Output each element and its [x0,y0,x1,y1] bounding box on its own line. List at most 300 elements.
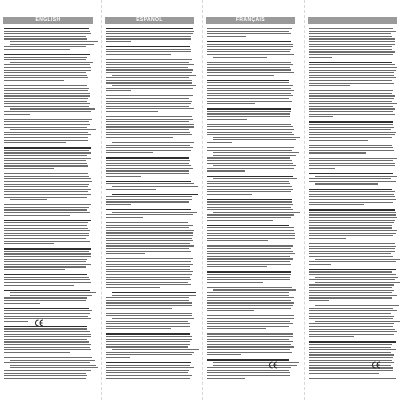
text-line [309,271,392,272]
text-line [10,365,96,366]
text-line [213,139,296,140]
text-line [106,302,192,303]
text-line [309,116,333,117]
text-line [207,372,290,373]
text-line [4,326,87,327]
text-line [106,287,160,288]
text-line [4,36,86,37]
text-line [207,129,294,130]
text-line [4,59,86,60]
text-line [207,54,294,55]
text-line [207,201,292,202]
text-line [207,279,290,280]
text-line [207,378,245,379]
text-line [309,173,393,174]
text-line [4,297,87,298]
text-line [4,256,91,257]
text-line [106,248,189,249]
text-line [10,292,96,293]
text-line [4,119,92,120]
text-line [106,284,191,285]
text-line [309,127,394,128]
text-line [315,183,378,184]
text-line [309,85,350,86]
text-line [4,259,87,260]
text-line [4,103,90,104]
text-line [4,189,91,190]
text-line [10,129,96,130]
text-line [106,297,189,298]
text-line [207,157,290,158]
text-line [4,207,89,208]
column-body [305,28,400,388]
text-line [207,245,293,246]
text-line [309,98,394,99]
text-line [106,170,189,171]
text-line [207,375,290,376]
text-line [4,197,87,198]
text-line [4,72,86,73]
text-line [4,147,91,148]
text-line [309,49,392,50]
text-line [106,181,191,182]
text-line [106,38,191,39]
text-line [112,212,197,213]
column-header: ENGLISH [3,17,93,24]
text-line [309,253,391,254]
text-line [106,160,190,161]
text-line [106,367,194,368]
text-line [10,199,47,200]
text-line [309,196,395,197]
text-line [106,344,190,345]
text-line [309,284,394,285]
text-line [4,155,87,156]
text-line [309,217,397,218]
text-line [309,235,393,236]
text-line [207,336,293,337]
text-line [309,212,396,213]
text-line [207,93,291,94]
text-line [4,352,70,353]
text-line [4,277,89,278]
text-line [4,357,92,358]
text-line [4,173,88,174]
text-line [207,101,292,102]
text-line [4,233,89,234]
text-line [106,106,189,107]
text-line [4,191,88,192]
text-line [4,85,87,86]
text-line [106,82,192,83]
text-line [309,347,391,348]
text-line [4,184,89,185]
text-line [309,44,395,45]
text-line [10,62,93,63]
text-line [309,326,393,327]
text-line [112,75,196,76]
text-line [106,308,172,309]
text-line [10,367,98,368]
text-line [207,49,291,50]
text-line [106,339,192,340]
text-line [309,168,335,169]
text-line [309,150,394,151]
text-line [4,114,30,115]
text-line [112,85,196,86]
text-line [4,336,91,337]
text-line [106,323,190,324]
text-line [4,67,91,68]
text-line [309,93,392,94]
text-line [315,282,400,283]
text-line [315,321,400,322]
text-line [213,152,299,153]
text-line [309,202,393,203]
text-line [106,230,194,231]
text-line [309,331,397,332]
text-line [4,93,90,94]
text-line [207,108,291,109]
text-line [207,199,292,200]
text-line [213,57,267,58]
text-line [112,142,194,143]
text-line [213,365,297,366]
text-line [309,233,396,234]
text-line [4,160,86,161]
text-line [207,282,263,283]
text-line [106,222,188,223]
text-line [207,318,294,319]
text-line [207,220,273,221]
text-line [106,282,188,283]
text-line [213,362,299,363]
text-line [106,95,193,96]
text-line [207,295,289,296]
text-line [106,69,193,70]
text-line [106,238,192,239]
text-line [309,46,392,47]
text-line [309,108,395,109]
text-line [4,269,65,270]
text-line [4,88,89,89]
text-line [207,328,266,329]
text-line [106,313,192,314]
text-line [106,126,194,127]
text-line [207,31,289,32]
text-line [207,310,254,311]
text-line [309,378,396,379]
text-line [106,225,193,226]
text-line [309,83,394,84]
text-line [207,51,290,52]
text-line [207,204,293,205]
text-line [207,46,293,47]
text-line [106,134,192,135]
text-line [4,225,87,226]
text-line [309,279,395,280]
text-line [106,240,193,241]
text-line [207,308,291,309]
text-line [106,227,189,228]
text-line [309,64,395,65]
text-line [207,346,294,347]
text-line [309,357,393,358]
text-line [4,178,91,179]
text-line [106,98,189,99]
text-line [4,127,87,128]
text-line [309,352,391,353]
text-line [309,90,393,91]
text-line [4,57,87,58]
text-line [4,349,91,350]
text-line [4,124,90,125]
text-line [4,98,88,99]
text-line [4,212,90,213]
text-line [309,95,395,96]
ce-mark-icon [34,318,44,328]
text-line [309,354,394,355]
text-line [4,101,87,102]
text-line [207,233,295,234]
text-line [4,331,90,332]
text-line [207,111,291,112]
text-line [106,152,153,153]
text-line [106,264,193,265]
text-line [4,140,88,141]
text-line [4,222,88,223]
text-line [207,44,293,45]
text-line [207,297,294,298]
text-line [309,36,392,37]
text-line [207,339,289,340]
text-line [106,300,189,301]
text-line [207,191,291,192]
text-line [106,119,193,120]
text-line [309,349,396,350]
text-line [207,258,293,259]
text-line [309,316,394,317]
text-line [106,173,189,174]
text-line [106,88,193,89]
text-line [10,360,95,361]
text-line [106,137,173,138]
text-line [106,59,192,60]
text-line [4,316,88,317]
text-line [106,176,141,177]
text-line [4,38,87,39]
text-line [309,344,392,345]
text-line [213,155,296,156]
text-line [309,295,397,296]
text-line [207,64,293,65]
text-line [309,199,396,200]
text-line [309,80,392,81]
text-line [309,251,395,252]
text-line [309,313,391,314]
text-line [207,341,293,342]
text-line [4,75,87,76]
text-line [106,269,190,270]
text-line [309,243,395,244]
text-line [207,315,294,316]
text-line [207,67,290,68]
text-line [106,72,192,73]
text-line [106,326,190,327]
text-line [4,132,88,133]
text-line [106,121,189,122]
text-line [4,121,89,122]
text-line [4,334,91,335]
text-line [4,181,92,182]
text-line [207,238,295,239]
text-line [4,266,86,267]
text-line [4,158,91,159]
text-line [4,137,88,138]
text-line [309,230,397,231]
text-line [106,101,192,102]
text-line [106,336,192,337]
text-line [309,248,395,249]
text-line [10,108,95,109]
text-line [309,147,393,148]
text-line [106,333,190,334]
text-line [309,54,393,55]
text-line [4,142,66,143]
text-line [207,170,245,171]
text-line [309,373,379,374]
text-line [4,204,91,205]
text-line [106,168,193,169]
text-line [112,349,199,350]
text-line [4,318,91,319]
ce-mark-icon [268,360,278,370]
text-line [309,51,395,52]
text-line [4,339,87,340]
text-line [4,344,91,345]
text-line [207,352,292,353]
text-line [309,70,396,71]
text-line [106,341,190,342]
text-line [106,370,189,371]
text-line [106,41,131,42]
text-line [309,137,392,138]
text-line [207,225,289,226]
text-line [207,80,289,81]
text-line [315,176,397,177]
text-line [309,41,395,42]
text-line [4,80,64,81]
text-line [309,341,396,342]
column-header [308,17,397,24]
text-line [309,181,396,182]
text-line [309,300,329,301]
text-line [4,31,90,32]
text-line [309,261,396,262]
text-line [4,300,86,301]
text-line [309,134,395,135]
text-line [106,372,188,373]
text-line [309,238,346,239]
text-line [106,54,171,55]
text-line [315,259,400,260]
text-line [106,328,171,329]
text-line [4,186,88,187]
text-line [309,264,331,265]
text-line [207,214,294,215]
text-line [106,251,191,252]
text-line [4,282,91,283]
text-line [309,308,393,309]
text-line [207,194,252,195]
text-line [106,132,190,133]
text-line [309,158,397,159]
text-line [106,346,188,347]
text-line [207,147,294,148]
text-line [4,152,91,153]
text-line [207,323,293,324]
text-line [106,80,192,81]
text-line [4,77,88,78]
text-line [207,344,291,345]
text-line [207,103,255,104]
text-line [207,321,290,322]
text-line [207,266,267,267]
text-line [106,352,194,353]
text-line [4,70,91,71]
text-line [4,241,90,242]
text-line [207,98,289,99]
text-line [309,297,392,298]
text-line [207,367,291,368]
text-line [309,121,393,122]
text-line [4,303,40,304]
text-line [315,277,398,278]
text-line [207,124,291,125]
text-line [207,186,292,187]
text-line [4,378,86,379]
text-line [106,261,191,262]
text-line [213,212,300,213]
text-line [309,204,364,205]
text-line [309,67,397,68]
text-line [106,103,191,104]
text-line [207,41,291,42]
text-line [309,106,393,107]
text-line [106,321,188,322]
text-line [112,194,198,195]
text-line [4,313,90,314]
text-line [207,126,293,127]
text-line [106,378,190,379]
column-body [203,28,298,388]
text-line [4,243,54,244]
text-line [207,189,293,190]
text-line [309,274,396,275]
text-line [106,150,191,151]
text-line [4,230,90,231]
text-line [207,217,291,218]
text-line [4,341,89,342]
text-line [106,199,192,200]
text-line [4,90,88,91]
text-line [106,90,131,91]
text-line [4,54,90,55]
text-line [106,214,193,215]
text-line [4,375,87,376]
text-line [106,315,192,316]
text-line [106,253,145,254]
